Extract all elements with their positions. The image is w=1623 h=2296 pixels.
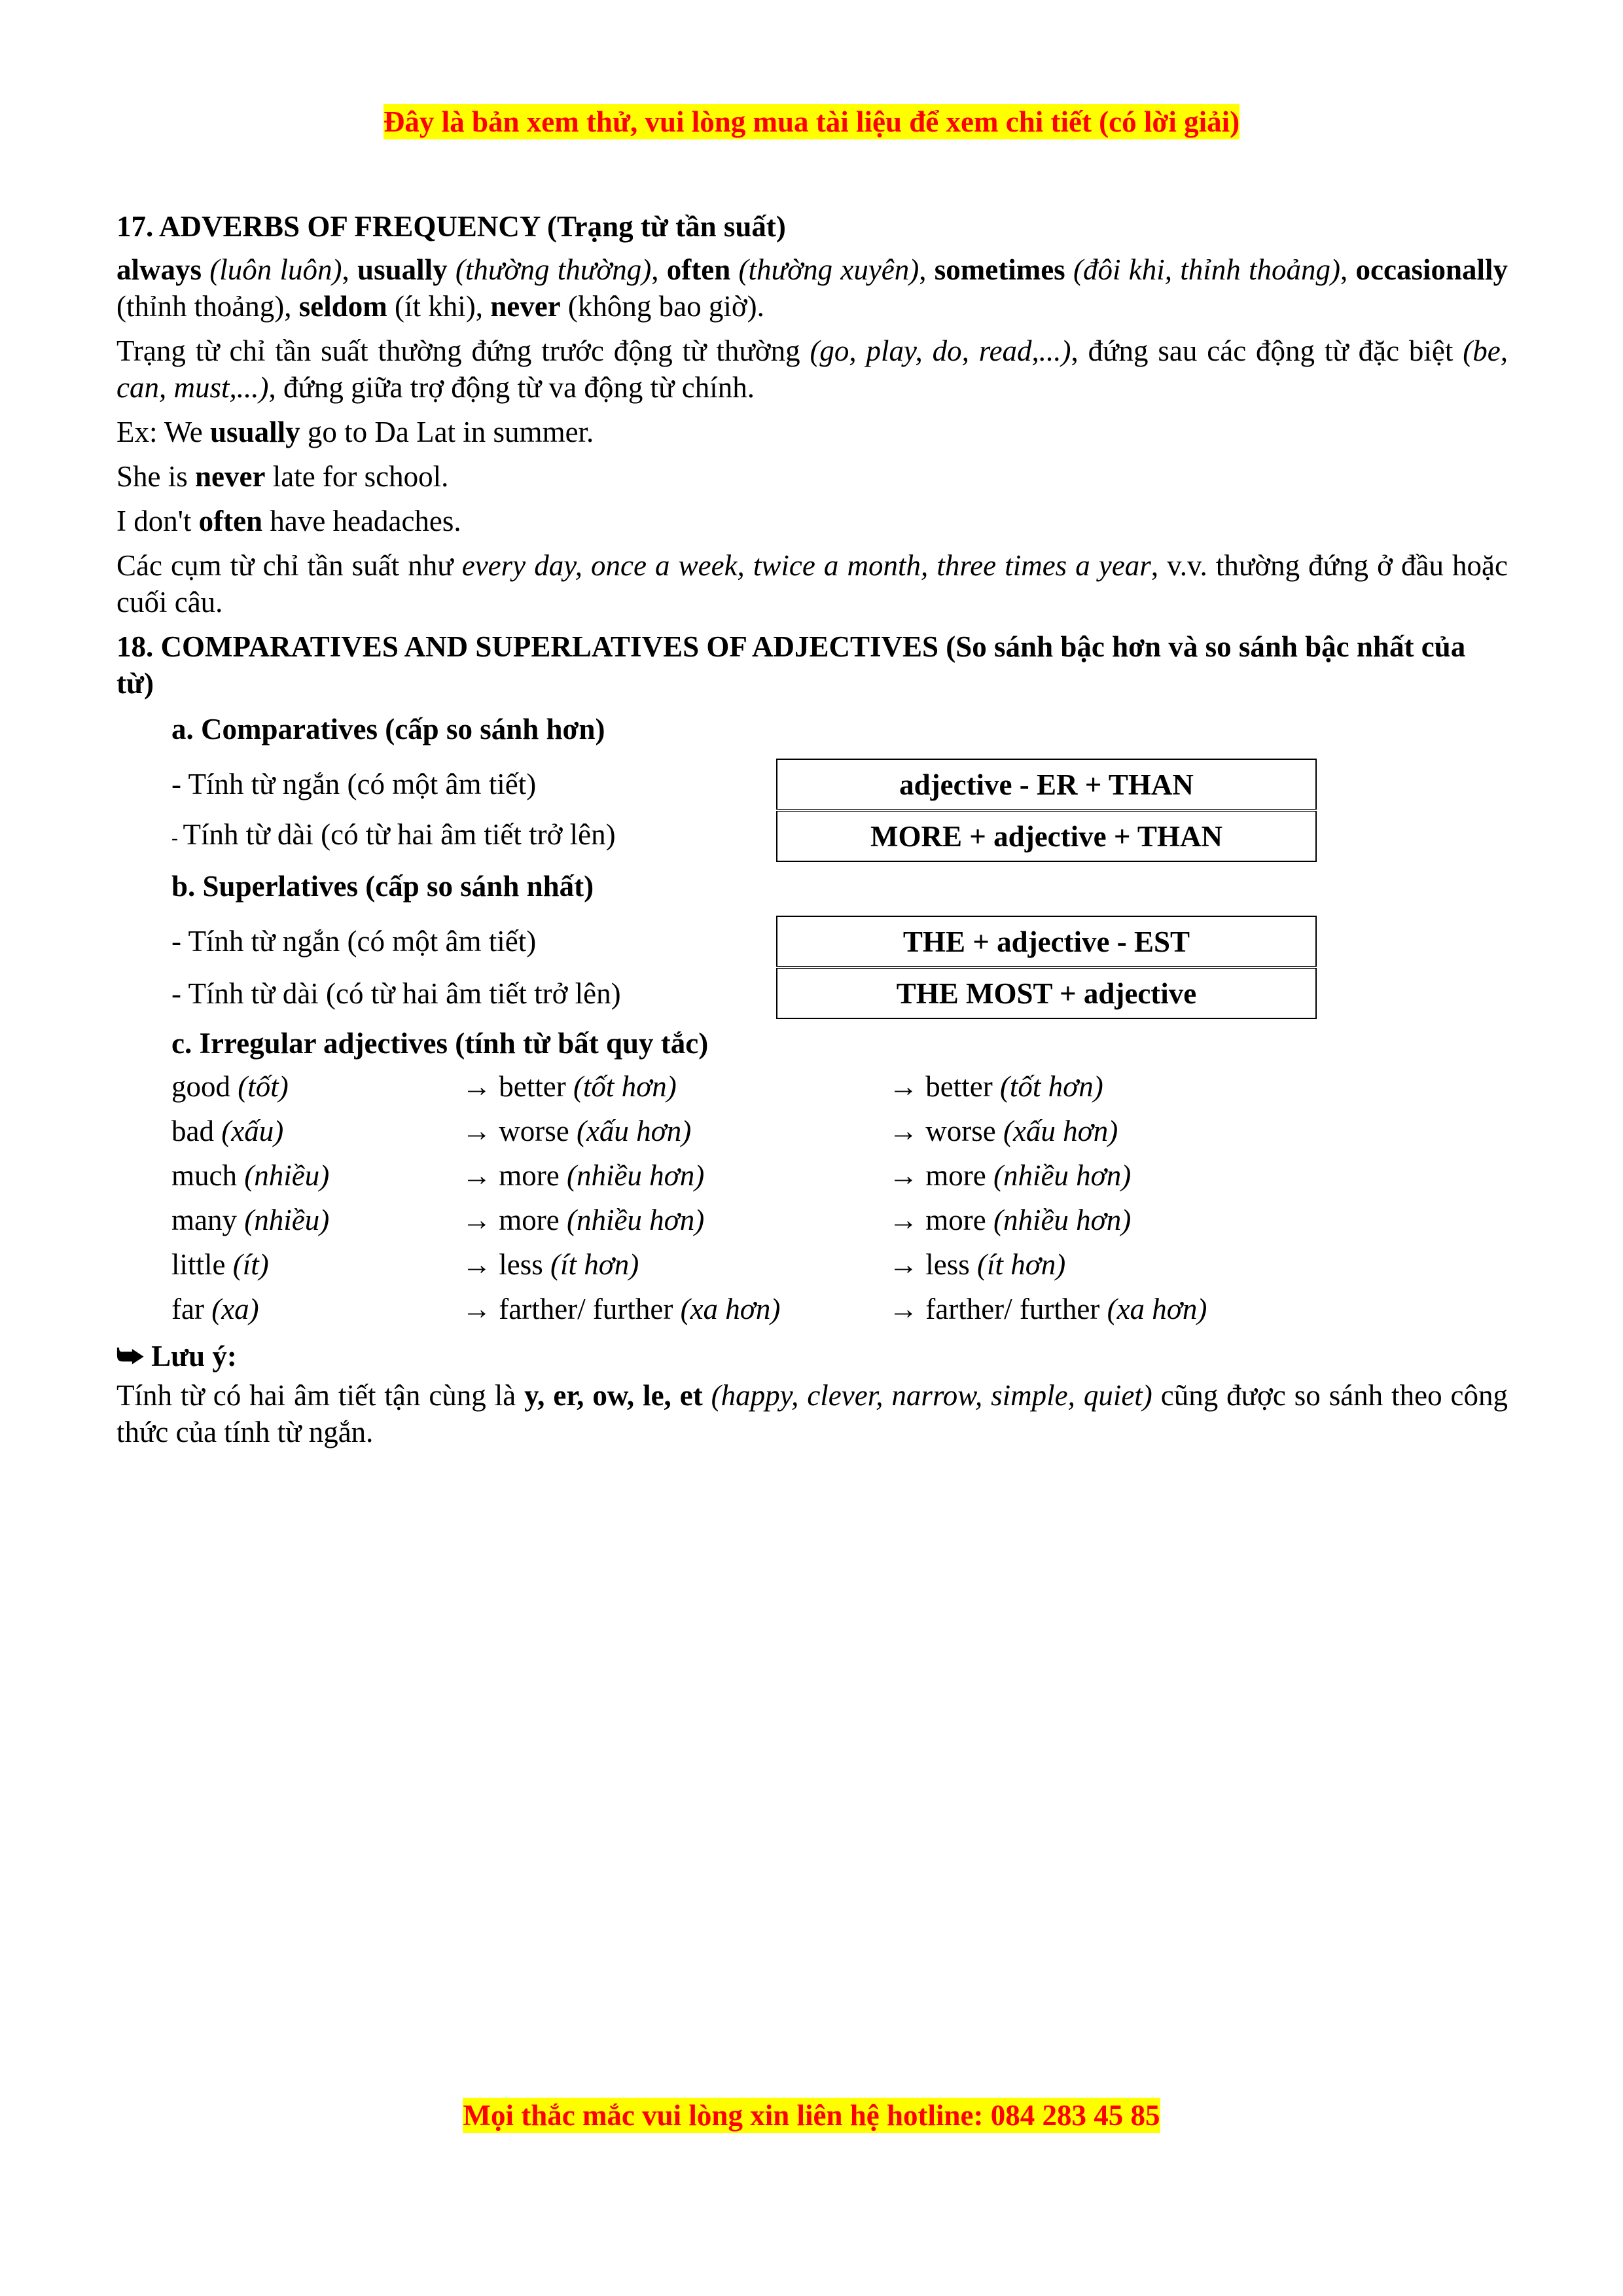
adverb-word: usually	[357, 253, 448, 286]
example-2	[116, 458, 1508, 495]
note-text: Tính từ có hai âm tiết tận cùng là	[116, 1379, 525, 1412]
irregular-word: much	[171, 1159, 237, 1192]
irregular-meaning: (nhiều)	[244, 1204, 330, 1236]
comparatives-title: a. Comparatives (cấp so sánh hơn)	[171, 713, 605, 745]
irregular-meaning: (tốt hơn)	[573, 1070, 677, 1103]
example-text: Ex: We	[116, 416, 211, 448]
irregular-row	[171, 1153, 1508, 1198]
irregular-word: → more	[462, 1159, 560, 1192]
irregular-row	[171, 1109, 1508, 1153]
formula-label	[171, 816, 776, 857]
superlatives-title: b. Superlatives (cấp so sánh nhất)	[171, 870, 594, 903]
separator: ,	[1340, 253, 1356, 286]
irregular-title: c. Irregular adjectives (tính từ bất quy tắc)	[171, 1027, 709, 1060]
irregular-word: → better	[462, 1070, 566, 1103]
irregular-word: far	[171, 1293, 204, 1325]
adverb-word: often	[666, 253, 731, 286]
dash: -	[171, 768, 188, 800]
label-text: Tính từ ngắn (có một âm tiết)	[188, 925, 537, 958]
irregular-word: good	[171, 1070, 230, 1103]
irregular-meaning: (tốt)	[238, 1070, 289, 1103]
note-heading	[116, 1338, 1508, 1374]
irregular-meaning: (tốt hơn)	[999, 1070, 1103, 1103]
note-text: cũng được so sánh theo công thức của tính từ ngắn.	[116, 1379, 1508, 1448]
irregular-meaning: (xa)	[211, 1293, 259, 1325]
irregular-meaning: (nhiều hơn)	[993, 1159, 1132, 1192]
section-18-title: 18. COMPARATIVES AND SUPERLATIVES OF ADJECTIVES (So sánh bậc hơn và so sánh bậc nhất của từ)	[116, 630, 1466, 700]
irregular-meaning: (nhiều hơn)	[566, 1159, 705, 1192]
adverb-word: seldom	[298, 290, 387, 323]
irregular-word: → more	[889, 1159, 986, 1192]
label-text: Tính từ dài (có từ hai âm tiết trở lên)	[188, 977, 621, 1010]
formula-label	[171, 923, 776, 960]
irregular-word: → less	[889, 1248, 970, 1281]
irregular-word: little	[171, 1248, 226, 1281]
irregular-word: → farther/ further	[889, 1293, 1100, 1325]
adverb-meaning: (ít khi)	[394, 290, 476, 323]
content	[116, 208, 1508, 1458]
frequency-phrases-note	[116, 547, 1508, 620]
example-adverb: usually	[210, 416, 300, 448]
adverb-meaning: (đôi khi, thỉnh thoảng)	[1073, 253, 1340, 286]
arrow-icon: ⮩	[116, 1340, 144, 1372]
irregular-cell	[889, 1202, 1281, 1238]
example-text: I don't	[116, 505, 199, 537]
irregular-word: → less	[462, 1248, 543, 1281]
irregular-cell	[889, 1113, 1281, 1149]
rule-examples: (go, play, do, read,...)	[810, 334, 1071, 367]
adverb-word: occasionally	[1355, 253, 1508, 286]
note-endings: y, er, ow, le, et	[524, 1379, 703, 1412]
adverb-word: always	[116, 253, 202, 286]
section-17-title: 17. ADVERBS OF FREQUENCY (Trạng từ tần suất)	[116, 210, 786, 243]
separator: ,	[475, 290, 491, 323]
label-text: Tính từ ngắn (có một âm tiết)	[188, 768, 537, 800]
separator: ,	[919, 253, 935, 286]
note-text	[703, 1379, 711, 1412]
irregular-cell	[889, 1246, 1281, 1283]
example-1	[116, 414, 1508, 450]
formula-box: THE MOST + adjective	[776, 968, 1317, 1019]
irregular-meaning: (ít hơn)	[977, 1248, 1066, 1281]
note-text: Các cụm từ chỉ tần suất như	[116, 549, 462, 582]
comparative-long-row	[171, 810, 1508, 863]
separator: ,	[342, 253, 358, 286]
formula-label	[171, 766, 776, 802]
rule-text: , đứng giữa trợ động từ va động từ chính.	[268, 371, 755, 404]
irregular-word: → worse	[462, 1115, 569, 1147]
irregular-word: many	[171, 1204, 237, 1236]
irregular-cell	[462, 1157, 889, 1194]
dash: -	[171, 827, 183, 849]
hotline-banner-text: Mọi thắc mắc vui lòng xin liên hệ hotline: 084 283 45 85	[463, 2099, 1160, 2132]
example-text: have headaches.	[262, 505, 461, 537]
adverb-list	[116, 251, 1508, 325]
superlative-long-row	[171, 967, 1508, 1020]
irregular-meaning: (xấu hơn)	[1003, 1115, 1118, 1147]
separator: .	[757, 290, 764, 323]
irregular-word: → farther/ further	[462, 1293, 673, 1325]
note-examples: (happy, clever, narrow, simple, quiet)	[711, 1379, 1152, 1412]
example-adverb: often	[198, 505, 263, 537]
irregular-cell	[889, 1291, 1281, 1327]
dash: -	[171, 977, 188, 1010]
adverb-meaning: (thường xuyên)	[738, 253, 919, 286]
irregular-word: → worse	[889, 1115, 996, 1147]
formula-box: THE + adjective - EST	[776, 916, 1317, 967]
rule-examples: (be, can, must,...)	[116, 334, 1508, 404]
dash: -	[171, 925, 188, 958]
adverb-meaning: (thường thường)	[455, 253, 652, 286]
irregular-word: → better	[889, 1070, 993, 1103]
irregular-meaning: (nhiều)	[244, 1159, 330, 1192]
separator: ,	[284, 290, 299, 323]
rule-text: , đứng sau các động từ đặc biệt	[1071, 334, 1463, 367]
preview-banner-text: Đây là bản xem thử, vui lòng mua tài liệu để xem chi tiết (có lời giải)	[383, 105, 1240, 138]
separator: ,	[651, 253, 667, 286]
formula-label	[171, 975, 776, 1012]
note-title-text: Lưu ý:	[151, 1340, 237, 1372]
irregular-cell	[171, 1246, 462, 1283]
irregular-row	[171, 1064, 1508, 1109]
adverb-position-rule	[116, 332, 1508, 406]
irregular-cell	[462, 1202, 889, 1238]
irregular-cell	[171, 1113, 462, 1149]
irregular-table	[171, 1064, 1508, 1331]
two-syllable-note	[116, 1377, 1508, 1450]
irregular-cell	[171, 1291, 462, 1327]
adverb-meaning: (luôn luôn)	[209, 253, 342, 286]
irregular-meaning: (xa hơn)	[680, 1293, 781, 1325]
irregular-word: bad	[171, 1115, 214, 1147]
irregular-cell	[889, 1157, 1281, 1194]
irregular-cell	[171, 1068, 462, 1105]
example-text: go to Da Lat in summer.	[300, 416, 594, 448]
irregular-meaning: (ít hơn)	[550, 1248, 639, 1281]
adverb-word: sometimes	[934, 253, 1065, 286]
note-phrases: every day, once a week, twice a month, three times a year	[461, 549, 1151, 582]
irregular-cell	[171, 1202, 462, 1238]
irregular-meaning: (xấu)	[221, 1115, 284, 1147]
irregular-word: → more	[462, 1204, 560, 1236]
irregular-cell	[462, 1246, 889, 1283]
example-adverb: never	[195, 460, 266, 493]
label-text: Tính từ dài (có từ hai âm tiết trở lên)	[183, 818, 616, 851]
irregular-meaning: (nhiều hơn)	[993, 1204, 1132, 1236]
irregular-word: → more	[889, 1204, 986, 1236]
irregular-cell	[462, 1068, 889, 1105]
irregular-row	[171, 1242, 1508, 1287]
example-text: late for school.	[265, 460, 449, 493]
adverb-meaning: (thỉnh thoảng)	[116, 290, 285, 323]
irregular-cell	[171, 1157, 462, 1194]
adverb-meaning: (không bao giờ)	[567, 290, 757, 323]
irregular-row	[171, 1198, 1508, 1242]
irregular-meaning: (xấu hơn)	[576, 1115, 692, 1147]
irregular-row	[171, 1287, 1508, 1331]
rule-text: Trạng từ chỉ tần suất thường đứng trước động từ thường	[116, 334, 810, 367]
irregular-cell	[889, 1068, 1281, 1105]
preview-banner	[0, 105, 1623, 139]
irregular-meaning: (nhiều hơn)	[566, 1204, 705, 1236]
hotline-banner	[0, 2098, 1623, 2132]
example-3	[116, 503, 1508, 539]
irregular-cell	[462, 1113, 889, 1149]
irregular-cell	[462, 1291, 889, 1327]
formula-box: adjective - ER + THAN	[776, 759, 1317, 810]
note-text: , v.v. thường đứng ở đầu hoặc cuối câu.	[116, 549, 1508, 619]
example-text: She is	[116, 460, 196, 493]
irregular-meaning: (ít)	[232, 1248, 269, 1281]
irregular-meaning: (xa hơn)	[1107, 1293, 1207, 1325]
comparative-short-row	[171, 758, 1508, 810]
formula-box: MORE + adjective + THAN	[776, 811, 1317, 862]
superlative-short-row	[171, 915, 1508, 967]
adverb-word: never	[490, 290, 561, 323]
